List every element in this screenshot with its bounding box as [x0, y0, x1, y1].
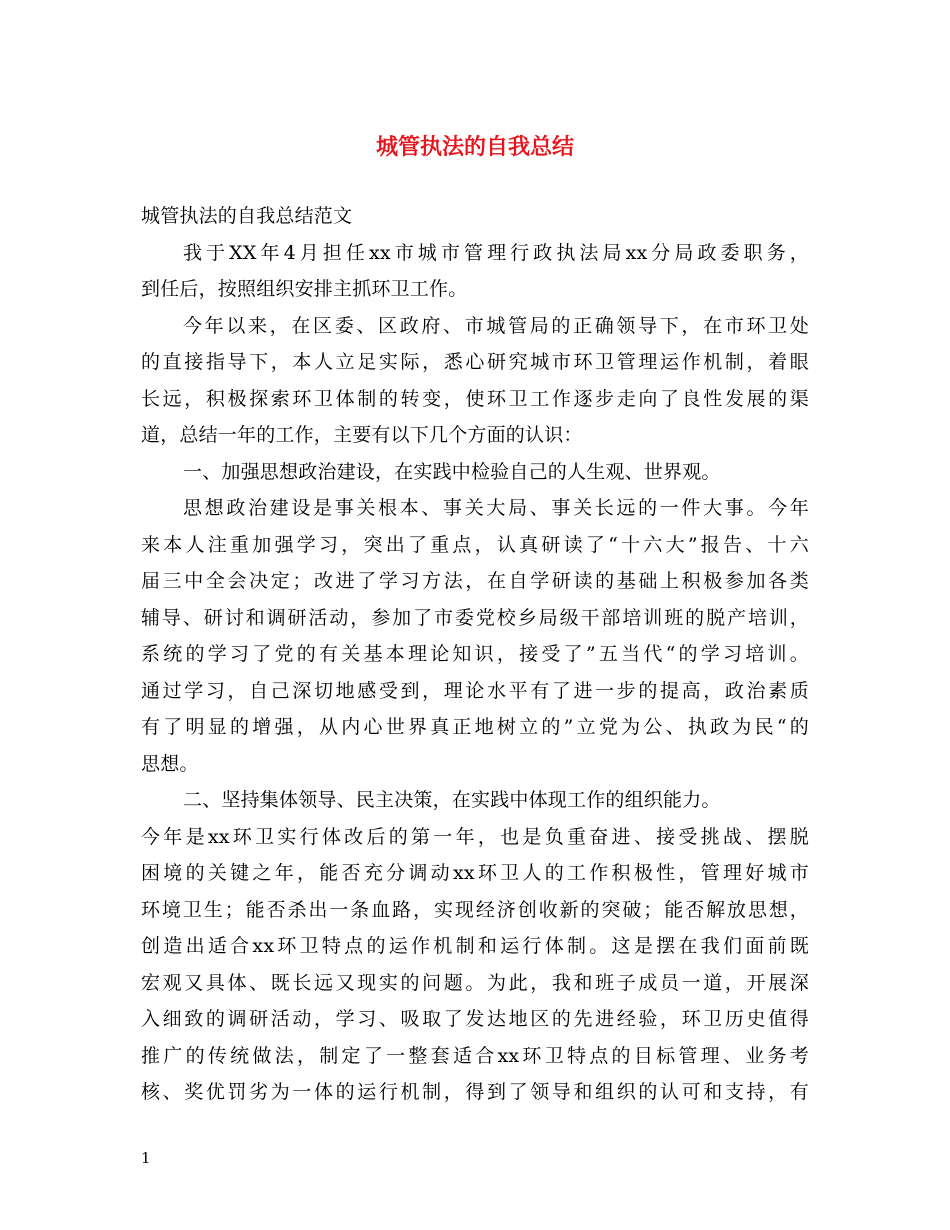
- document-title: 城管执法的自我总结: [375, 135, 574, 160]
- body-line: 困境的关键之年，能否充分调动xx环卫人的工作积极性，管理好城市: [141, 862, 809, 884]
- body-line: 二、坚持集体领导、民主决策，在实践中体现工作的组织能力。: [183, 789, 721, 811]
- body-line: 来本人注重加强学习，突出了重点，认真研读了“十六大”报告、十六: [141, 533, 809, 556]
- body-line: 环境卫生；能否杀出一条血路，实现经济创收新的突破；能否解放思想，: [141, 898, 809, 921]
- body-line: 核、奖优罚劣为一体的运行机制，得到了领导和组织的认可和支持，有: [141, 1081, 809, 1103]
- body-line: 推广的传统做法，制定了一整套适合xx环卫特点的目标管理、业务考: [141, 1044, 809, 1067]
- body-line: 到任后，按照组织安排主抓环卫工作。: [141, 278, 468, 300]
- body-line: 宏观又具体、既长远又现实的问题。为此，我和班子成员一道，开展深: [141, 971, 809, 994]
- body-line: 城管执法的自我总结范文: [141, 205, 353, 227]
- page-number: 1: [141, 1149, 151, 1167]
- body-line: 我于XX年4月担任xx市城市管理行政执法局xx分局政委职务，: [183, 241, 809, 264]
- body-line: 系统的学习了党的有关基本理论知识，接受了”五当代“的学习培训。: [141, 643, 809, 665]
- body-line: 一、加强思想政治建设，在实践中检验自己的人生观、世界观。: [183, 460, 721, 483]
- body-line: 长远，积极探索环卫体制的转变，使环卫工作逐步走向了良性发展的渠: [141, 387, 809, 410]
- body-line: 通过学习，自己深切地感受到，理论水平有了进一步的提高，政治素质: [141, 679, 809, 702]
- body-line: 思想政治建设是事关根本、事关大局、事关长远的一件大事。今年: [183, 497, 809, 519]
- body-line: 辅导、研讨和调研活动，参加了市委党校乡局级干部培训班的脱产培训，: [141, 606, 809, 629]
- body-line: 创造出适合xx环卫特点的运作机制和运行体制。这是摆在我们面前既: [141, 935, 809, 957]
- body-line: 届三中全会决定；改进了学习方法，在自学研读的基础上积极参加各类: [141, 570, 809, 592]
- document-body: [141, 198, 809, 1111]
- body-line: 今年是xx环卫实行体改后的第一年，也是负重奋进、接受挑战、摆脱: [141, 825, 809, 848]
- body-line: 有了明显的增强，从内心世界真正地树立的”立党为公、执政为民“的: [141, 716, 809, 738]
- body-line: 入细致的调研活动，学习、吸取了发达地区的先进经验，环卫历史值得: [141, 1008, 809, 1030]
- body-line: 思想。: [141, 752, 199, 775]
- body-line: 的直接指导下，本人立足实际，悉心研究城市环卫管理运作机制，着眼: [141, 351, 809, 373]
- body-line: 今年以来，在区委、区政府、市城管局的正确领导下，在市环卫处: [183, 314, 809, 337]
- body-line: 道，总结一年的工作，主要有以下几个方面的认识：: [141, 424, 583, 446]
